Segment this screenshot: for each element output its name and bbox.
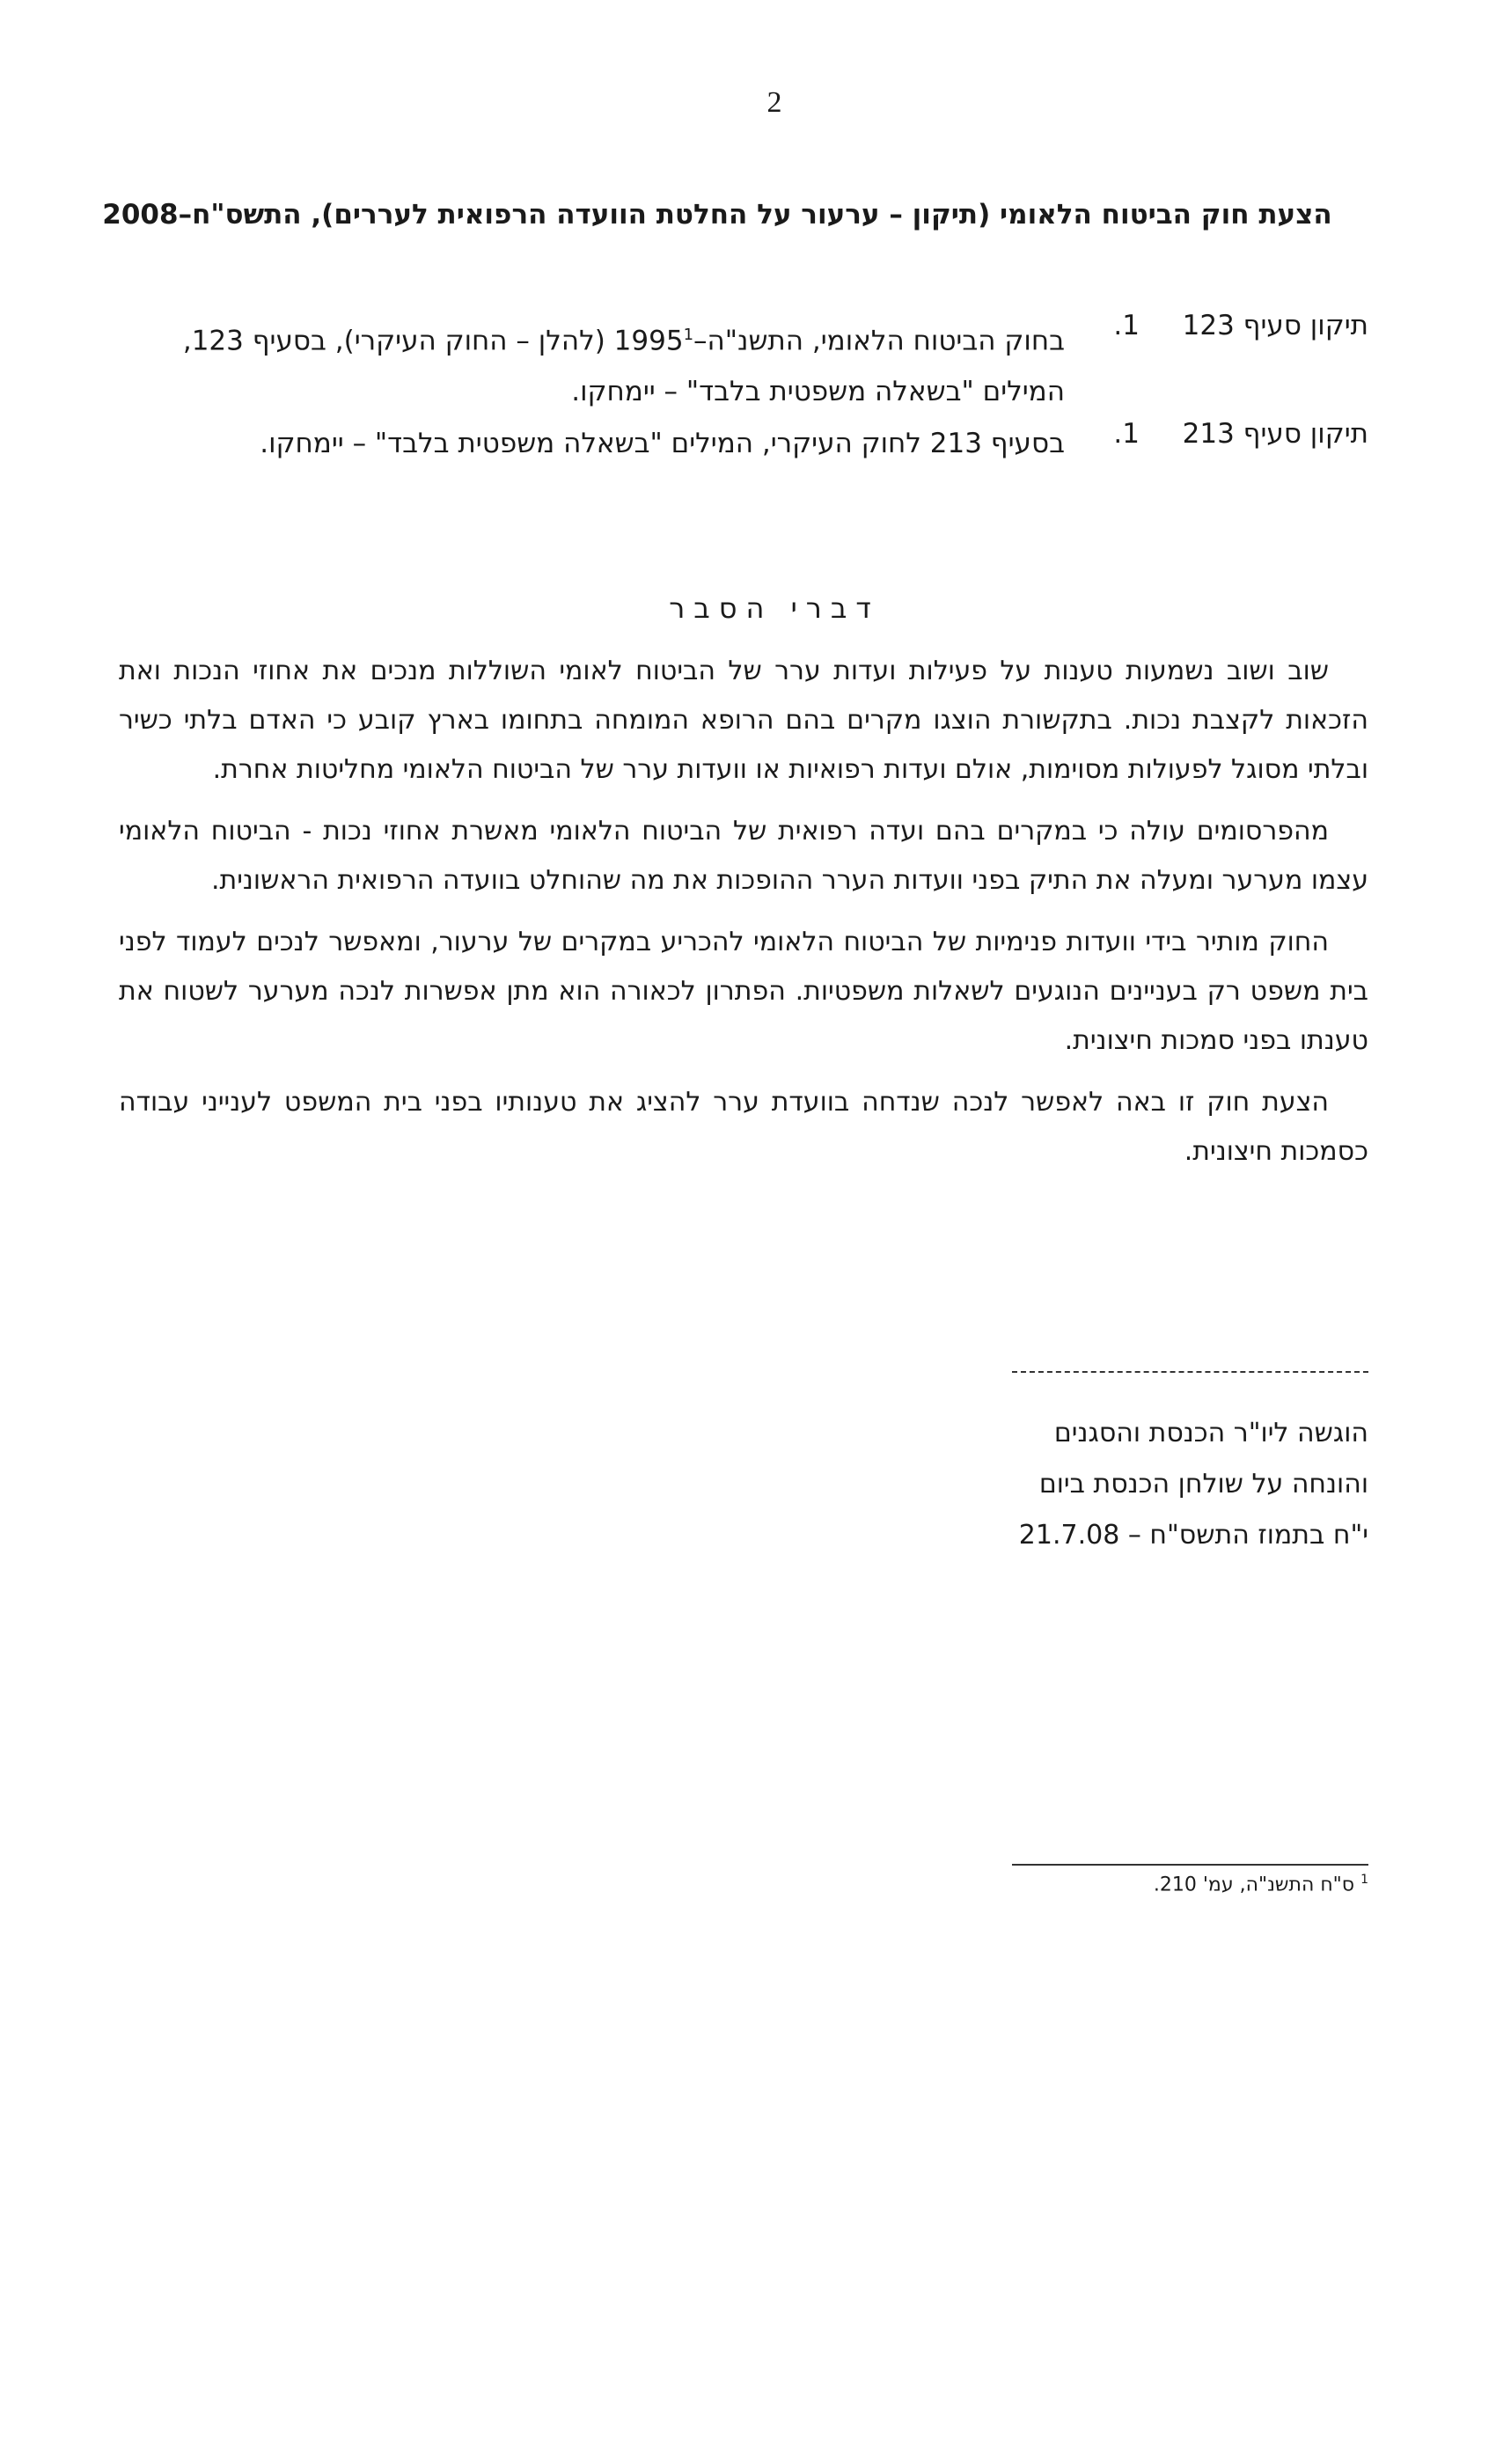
section-heading: תיקון סעיף 123 [1182,310,1368,341]
submission-line: והונחה על שולחן הכנסת ביום [1038,1469,1368,1500]
footnote-marker: 1 [1360,1873,1368,1887]
submission-line: י"ח בתמוז התשס"ח – 21.7.08 [1018,1520,1368,1551]
section-text-part: בחוק הביטוח הלאומי, התשנ"ה–1995 [613,325,1065,357]
explanation-paragraph: הצעת חוק זו באה לאפשר לנכה שנדחה בוועדת ערר להציג את טענותיו בפני בית המשפט לענייני עבודה כסמכות חיצונית. [119,1087,1368,1167]
section-heading: תיקון סעיף 213 [1182,418,1368,450]
section-text-part: בסעיף 213 לחוק העיקרי, המילים "בשאלה משפטית בלבד" – יימחקו. [260,428,1065,459]
explanation-heading: דברי הסבר [669,591,880,625]
dashed-separator [1012,1371,1368,1373]
section-text [119,310,1065,417]
explanation-paragraph: שוב ושוב נשמעות טענות על פעילות ועדות ערר של הביטוח לאומי השוללות מנכים את אחוזי הנכות ואת הזכאות לקצבת נכות. בתקשורת הוצגו מקרים בהם הרופא המומחה בתחומו בארץ קובע כי האדם בלתי כשיר ובלתי מסוגל לפעולות מסוימות, אולם ועדות רפואיות או וועדות ערר של הביטוח הלאומי מחליטות אחרת. [119,656,1368,785]
section-text [119,418,1065,469]
footnote-ref: 1 [683,326,694,344]
bill-title: הצעת חוק הביטוח הלאומי (תיקון – ערעור על החלטת הוועדה הרפואית לעררים), התשס"ח–2008 [102,199,1332,231]
submission-note [999,1408,1368,1561]
section-text-part: (להלן – החוק העיקרי), בסעיף 123, המילים "בשאלה משפטית בלבד" – יימחקו. [182,325,1065,408]
submission-line: הוגשה ליו"ר הכנסת והסגנים [1053,1418,1368,1448]
footnote [999,1873,1368,1896]
page-number: 2 [766,86,782,119]
footnote-text: ס"ח התשנ"ה, עמ' 210. [1153,1874,1361,1896]
explanation-paragraph: החוק מותיר בידי וועדות פנימיות של הביטוח הלאומי להכריע במקרים של ערעור, ומאפשר לנכים לעמוד לפני בית משפט רק בעניינים הנוגעים לשאלות משפטיות. הפתרון לכאורה הוא מתן אפשרות לנכה מערער לשטוח את טענתו בפני סמכות חיצונית. [119,927,1368,1056]
section-number: 1. [1113,310,1140,341]
explanation-body [119,647,1368,1189]
section-number: 1. [1113,418,1140,450]
explanation-paragraph: מהפרסומים עולה כי במקרים בהם ועדה רפואית של הביטוח הלאומי מאשרת אחוזי נכות - הביטוח הלאומי עצמו מערער ומעלה את התיק בפני וועדות הערר ההופכות את מה שהוחלט בוועדה הרפואית הראשונית. [119,816,1368,896]
footnote-separator [1012,1864,1368,1866]
